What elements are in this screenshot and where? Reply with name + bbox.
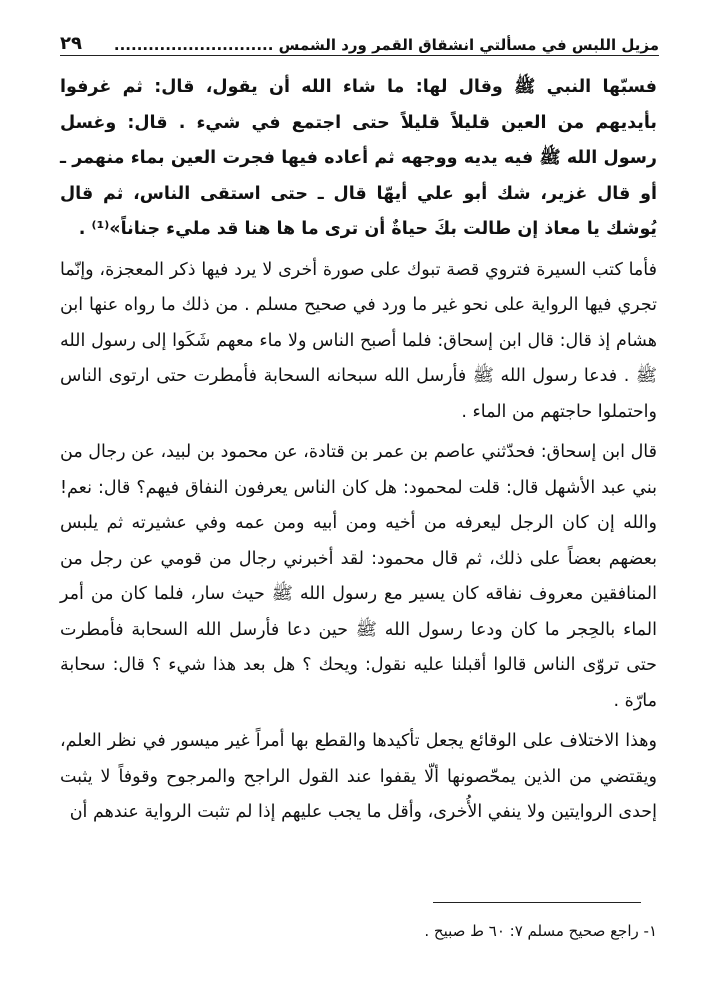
header-divider [60, 55, 659, 56]
footnote-divider [0, 902, 719, 903]
ibn-ishaq-paragraph: قال ابن إسحاق: فحدّثني عاصم بن عمر بن قتادة، عن محمود بن لبيد، عن رجال من بني عبد الأشهل قال: قلت لمحمود: هل كان الناس يعرفون النفاق فيهم؟ قال: نعم! والله إن كان الرجل ليعرفه من أخيه ومن أبيه ومن عمه وفي عشيرته ثم يلبس بعضهم بعضاً على ذلك، ثم قال محمود: لقد أخبرني رجال من قومي عن رجل من المنافقين معروف نفاقه كان يسير مع رسول الله ﷺ حيث سار، فلما كان من أمر الماء بالحِجر ما كان ودعا رسول الله ﷺ حين دعا فأرسل الله السحابة فأمطرت حتى تروّى الناس قالوا أقبلنا عليه نقول: ويحك ؟ هل بعد هذا شيء ؟ قال: سحابة مارّة . [60, 442, 657, 711]
sira-paragraph: فأما كتب السيرة فتروي قصة تبوك على صورة أخرى لا يرد فيها ذكر المعجزة، وإنّما تجري فيها الرواية على نحو غير ما ورد في صحيح مسلم . من ذلك ما رواه عنها ابن هشام إذ قال: قال ابن إسحاق: فلما أصبح الناس ولا ماء معهم شَكَوا إلى رسول الله ﷺ . فدعا رسول الله ﷺ فأرسل الله سبحانه السحابة فأمطرت حتى ارتوى الناس واحتملوا حاجتهم من الماء . [60, 259, 657, 422]
page-number: ٢٩ [60, 33, 82, 54]
footnote: ١- راجع صحيح مسلم ٧: ٦٠ ط صبيح . [424, 922, 657, 940]
running-header [60, 28, 659, 54]
analysis-paragraph: وهذا الاختلاف على الوقائع يجعل تأكيدها والقطع بها أمراً غير ميسور في نظر العلم، ويقتضي من الذين يمحّصونها ألّا يقفوا عند القول الراجح والمرجوح وقوفاً لا يثبت إحدى الروايتين ولا ينفي الأُخرى، وأقل ما يجب عليهم إذا لم تثبت الرواية عندهم أن [60, 731, 657, 822]
main-text [60, 70, 657, 836]
running-header-title: مزيل اللبس في مسألتي انشقاق القمر ورد الشمس ............................ [113, 36, 659, 54]
hadith-paragraph: فسبّها النبي ﷺ وقال لها: ما شاء الله أن يقول، قال: ثم غرفوا بأيديهم من العين قليلاً قليلاً حتى اجتمع في شيء . قال: وغسل رسول الله ﷺ فيه يديه ووجهه ثم أعاده فيها فجرت العين بماء منهمر ـ أو قال غزير، شك أبو علي أيهّا قال ـ حتى استقى الناس، ثم قال يُوشك يا معاذ إن طالت بكَ حياةٌ أن ترى ما ها هنا قد مليء جناناً»⁽¹⁾ . [60, 77, 657, 239]
